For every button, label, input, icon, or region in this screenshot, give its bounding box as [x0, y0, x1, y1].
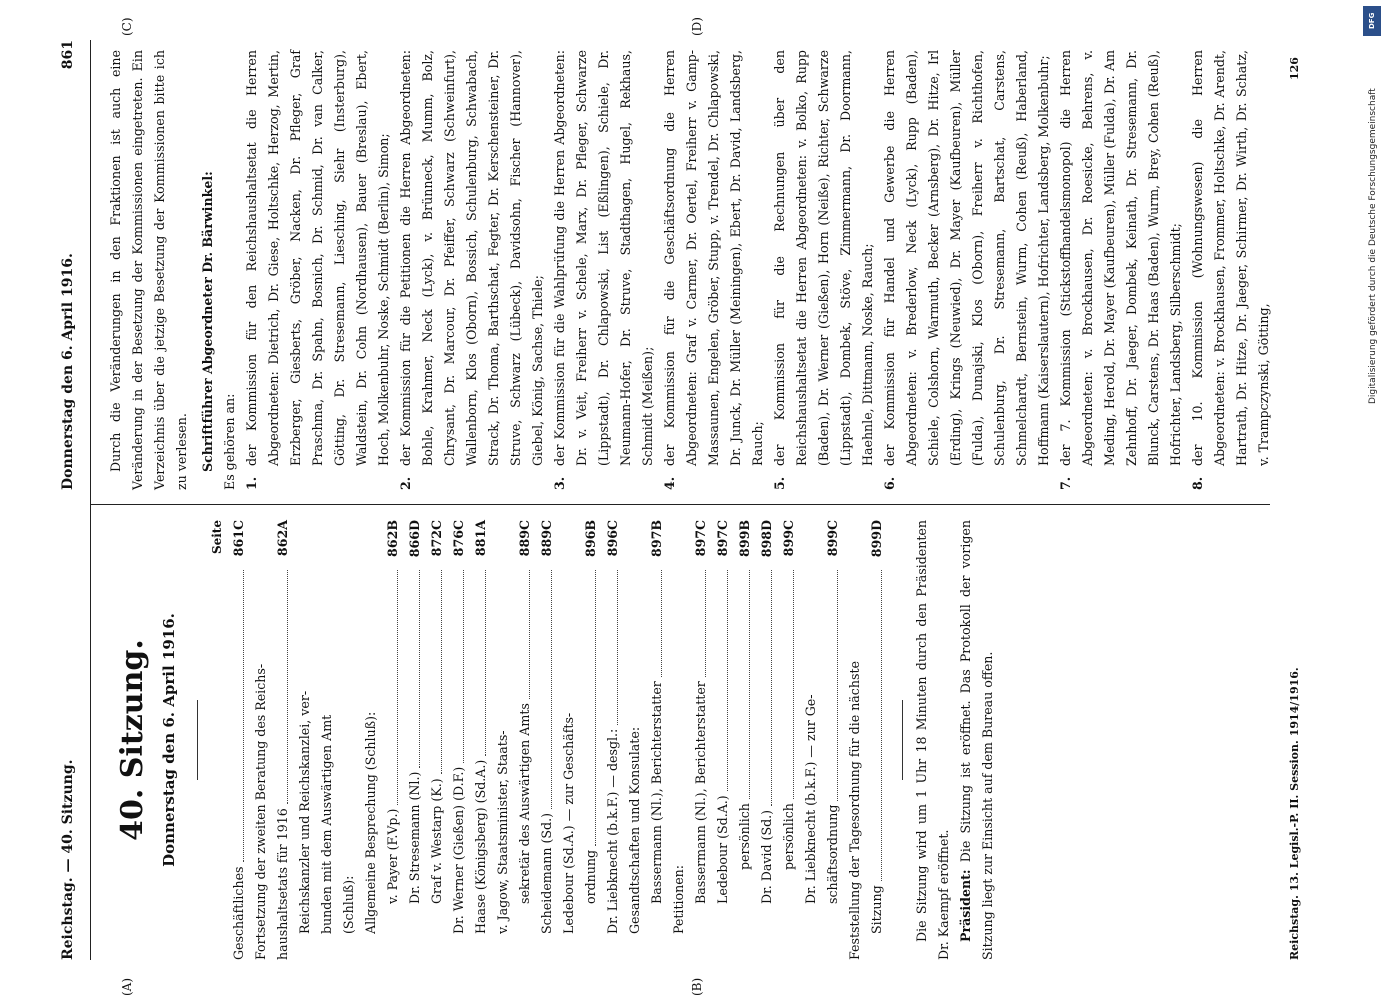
toc-entry-page: 881A: [473, 520, 488, 557]
toc-entry-page: 889C: [539, 520, 554, 557]
president-text: Die Sitzung ist eröffnet. Das Protokoll der vorigen Sitzung liegt zur Einsicht auf dem Bureau offen.: [958, 520, 995, 960]
toc-entry-text: Graf v. Westarp (K.): [429, 778, 444, 904]
toc-leader-dots: [485, 570, 486, 756]
toc-leader-dots: [705, 570, 706, 677]
commission-number: 2.: [398, 476, 413, 490]
title-rule: [197, 700, 198, 780]
toc-leader-dots: [793, 570, 794, 799]
toc-entry-page: 876C: [451, 520, 466, 557]
toc-entry-page: 862B: [385, 520, 400, 557]
commission-item: [659, 50, 769, 490]
toc-entry-text: Feststellung der Tagesordnung für die nächste: [847, 661, 862, 960]
toc-leader-dots: [617, 570, 618, 725]
toc-entry: [360, 520, 382, 960]
commission-list: [241, 50, 1275, 490]
toc-entry-text: Petitionen:: [671, 864, 686, 934]
header-left: Reichstag. — 40. Sitzung.: [60, 759, 76, 960]
commission-item: [549, 50, 659, 490]
toc-entry: [646, 520, 668, 960]
toc-entry-text: Dr. Werner (Gießen) (D.F.): [451, 766, 466, 934]
toc-entry: [558, 520, 580, 960]
footer-left: Reichstag. 13. Legisl.-P. II. Session. 1914/1916.: [1288, 667, 1301, 960]
toc-entry-page: 897C: [715, 520, 730, 557]
right-column: [105, 50, 1275, 490]
toc-entry: [272, 520, 294, 960]
toc-entry-text: Gesandtschaften und Konsulate:: [627, 726, 642, 934]
toc-leader-dots: [837, 570, 838, 801]
secretary-line: Es gehören an:: [222, 393, 237, 490]
toc-entry-text: (Schluß):: [341, 875, 356, 934]
toc-entry: [668, 520, 690, 960]
toc-entry-text: ordnung: [583, 849, 598, 904]
footer-right: 126: [1288, 57, 1301, 80]
page-number: 861: [60, 40, 76, 70]
president-label: Präsident:: [958, 869, 973, 942]
toc-entry-page: 898D: [759, 520, 774, 558]
commission-text: der Kommission für Handel und Gewerbe die Herren Abgeordneten: v. Brederlow, Neck (Lyck), Rupp (Baden), Schiele, Colshorn, Warmuth, Becker (Arnsberg), Dr. Hitze, Irl (Erding), Krings (Neuwied), Dr. Mayer (Kaufbeuren), Müller (Fulda), Dunajski, Klos (Oborn), Freiherr v. Richthofen, Schulenburg, Dr. Stresemann, Bartschat, Carstens, Schmelchardt, Bernstein, Wurm, Cohen (Reuß), Haberland, Hoffmann (Kaiserslautern), Hofrichter, Landsberg, Molkenbuhr;: [882, 50, 1051, 466]
toc-leader-dots: [881, 570, 882, 881]
toc-entry-text: Geschäftliches: [231, 866, 246, 960]
margin-mark-b: (B): [690, 977, 704, 996]
commission-item: [1055, 50, 1187, 490]
toc-entry-text: Reichskanzler und Reichskanzlei, ver-: [297, 690, 312, 934]
commission-number: 6.: [882, 476, 897, 490]
toc-entry: [844, 520, 866, 960]
session-date: Donnerstag den 6. April 1916.: [160, 613, 178, 867]
toc-entry-text: Sitzung: [869, 885, 884, 934]
commission-text: der Kommission für den Reichshaushaltsetat die Herren Abgeordneten: Dietrich, Dr. Giese, Holtschke, Herzog, Mertin, Erzberger, Giesberts, Gröber, Nacken, Dr. Pfleger, Graf Praschma, Dr. Spahn, Bosnich, Dr. Schmid, Dr. van Calker, Götting, Dr. Stresemann, Liesching, Siehr (Insterburg), Waldstein, Dr. Cohn (Nordhausen), Bauer (Breslau), Ebert, Hoch, Molkenbuhr, Noske, Schmidt (Berlin), Simon;: [244, 50, 391, 466]
toc-entry: [690, 520, 712, 960]
commission-item: [769, 50, 879, 490]
toc-leader-dots: [441, 570, 442, 774]
toc-entry-text: bunden mit dem Auswärtigen Amt: [319, 714, 334, 934]
toc-entry: [866, 520, 888, 960]
header-center: Donnerstag den 6. April 1916.: [60, 253, 76, 490]
toc-leader-dots: [749, 570, 750, 799]
toc-entry-page: 899D: [869, 520, 884, 558]
toc-entry-text: schäftsordnung: [825, 804, 840, 904]
toc-entry-text: Dr. David (Sd.): [759, 809, 774, 904]
commission-number: 8.: [1190, 476, 1205, 490]
toc-entry-page: 896B: [583, 520, 598, 557]
session-title: 40. Sitzung.: [115, 639, 150, 841]
toc-entry: [228, 520, 250, 960]
toc-entry-text: Bassermann (Nl.), Berichterstatter: [649, 681, 664, 904]
toc-entry-page: 889C: [517, 520, 532, 557]
commission-text: der Kommission für die Petitionen die Herren Abgeordneten: Bohle, Krahmer, Neck (Lyck), v. Brünneck, Mumm, Bolz, Chrysant, Dr. Marcour, Dr. Pfeiffer, Schwarz (Schweinfurt), Wallenborn, Klos (Oborn), Bossich, Schulenburg, Schwabach, Strack, Dr. Thoma, Barthschat, Fegter, Dr. Kerschensteiner, Dr. Struve, Schwarz (Lübeck), Davidsohn, Fischer (Hannover), Giebel, König, Sachse, Thiele;: [398, 50, 545, 466]
toc-entry: [778, 520, 800, 960]
running-header: [50, 40, 90, 960]
toc-rule: [902, 700, 903, 780]
toc-entry: [536, 520, 558, 960]
toc-entry: [800, 520, 822, 960]
commission-number: 4.: [662, 476, 677, 490]
dfg-logo: DFG: [1363, 6, 1381, 36]
commission-item: [1187, 50, 1275, 490]
toc-entry-text: Scheidemann (Sd.): [539, 813, 554, 934]
toc-entry-text: Allgemeine Besprechung (Schluß):: [363, 711, 378, 934]
toc-entry: [294, 520, 316, 960]
secretary-label: Schriftführer Abgeordneter Dr. Bärwinkel:: [200, 171, 215, 472]
margin-mark-a: (A): [120, 977, 134, 996]
toc-leader-dots: [551, 570, 552, 809]
toc-entry-page: 899C: [825, 520, 840, 557]
toc-entry: [250, 520, 272, 960]
document-page: [50, 17, 1340, 996]
commission-number: 1.: [244, 476, 259, 490]
toc-entry: [448, 520, 470, 960]
toc-leader-dots: [397, 570, 398, 805]
toc-entry-text: Dr. Liebknecht (b.k.F.) — desgl.:: [605, 728, 620, 934]
header-rule: [90, 40, 91, 960]
commission-number: 7.: [1058, 476, 1073, 490]
toc-leader-dots: [243, 570, 244, 862]
toc-entry-text: persönlich: [781, 803, 796, 870]
toc-leader-dots: [661, 570, 662, 677]
toc-entry: [338, 520, 360, 960]
toc-leader-dots: [287, 570, 288, 804]
toc-leader-dots: [529, 570, 530, 699]
toc-entry: [580, 520, 602, 960]
toc-entry: [514, 520, 536, 960]
left-column: [105, 520, 999, 960]
toc-entry-text: sekretär des Auswärtigen Amts: [517, 703, 532, 904]
seite-label: Seite: [210, 520, 224, 555]
toc-entry-text: Dr. Liebknecht (b.k.F.) — zur Ge-: [803, 694, 818, 904]
intro-paragraph: Durch die Veränderungen in den Fraktionen ist auch eine Veränderung in der Besetzung der Kommissionen eingetreten. Ein Verzeichnis über die jetzige Besetzung der Kommissionen bitte ich zu verlesen.: [108, 50, 189, 490]
toc-leader-dots: [595, 570, 596, 846]
toc-leader-dots: [463, 570, 464, 763]
toc-entry-page: 899C: [781, 520, 796, 557]
toc-entry-text: v. Payer (F.Vp.): [385, 808, 400, 904]
commission-text: der Kommission für die Wahlprüfung die Herren Abgeordneten: Dr. v. Veit, Freiherr v. Schele, Marx, Dr. Pfleger, Schwarze (Lippstadt), Dr. Chlapowski, List (Eßlingen), Schiele, Dr. Neumann-Hofer, Dr. Struve, Stadthagen, Hugel, Rekhaus, Schmidt (Meißen);: [552, 50, 655, 466]
toc-entry: [316, 520, 338, 960]
toc-entry: [382, 520, 404, 960]
toc-entry-text: v. Jagow, Staatsminister, Staats-: [495, 730, 510, 934]
commission-item: [879, 50, 1055, 490]
commission-text: der 10. Kommission (Wohnungswesen) die Herren Abgeordneten: v. Brockhausen, Frommer, Holtschke, Dr. Arendt, Hartrath, Dr. Hitze, Dr. Jaeger, Schirmer, Dr. Wirth, Dr. Schatz, v. Trampczynski, Götting,: [1190, 50, 1271, 466]
toc-entry-text: Ledebour (Sd.A.): [715, 795, 730, 904]
commission-number: 5.: [772, 476, 787, 490]
toc-entry-page: 899B: [737, 520, 752, 557]
toc-entry-page: 862A: [275, 520, 290, 557]
toc-leader-dots: [419, 570, 420, 768]
toc-entry-text: Haase (Königsberg) (Sd.A.): [473, 759, 488, 934]
toc-entry-text: Fortsetzung der zweiten Beratung des Reichs-: [253, 663, 268, 960]
toc-entry-page: 861C: [231, 520, 246, 557]
opening-paragraph: Die Sitzung wird um 1 Uhr 18 Minuten durch den Präsidenten Dr. Kaempf eröffnet.: [914, 520, 951, 960]
toc-entry: [624, 520, 646, 960]
scan-credit: Digitalisierung gefördert durch die Deutsche Forschungsgemeinschaft: [1368, 88, 1378, 404]
toc-entry-text: haushaltsetats für 1916: [275, 808, 290, 960]
toc-leader-dots: [727, 570, 728, 791]
toc-entry-text: Dr. Stresemann (Nl.): [407, 771, 422, 904]
secretary-paragraph: [197, 50, 219, 490]
commission-number: 3.: [552, 476, 567, 490]
toc-entry-page: 897B: [649, 520, 664, 557]
commission-item: [395, 50, 549, 490]
toc-entry-text: persönlich: [737, 803, 752, 870]
toc-entry: [712, 520, 734, 960]
commission-text: der Kommission für die Geschäftsordnung die Herren Abgeordneten: Graf v. Carmer, Dr. Oertel, Freiherr v. Gamp-Massaunen, Engelen, Gröber, Stupp, v. Trendel, Dr. Chlapowski, Dr. Junck, Dr. Müller (Meiningen), Ebert, Dr. David, Landsberg, Rauch;: [662, 50, 765, 466]
toc-entry-text: Bassermann (Nl.), Berichterstatter: [693, 681, 708, 904]
commission-text: der Kommission für die Rechnungen über den Reichshaushaltsetat die Herren Abgeordneten: v. Bolko, Rupp (Baden), Dr. Werner (Gießen), Horn (Neiße), Richter, Schwarze (Lippstadt), Dombek, Stöve, Zimmermann, Dr. Doormann, Haehnle, Dittmann, Noske, Rauch;: [772, 50, 875, 466]
commission-item: [241, 50, 395, 490]
margin-mark-d: (D): [690, 17, 704, 36]
toc-entry: [492, 520, 514, 960]
toc-entry: [470, 520, 492, 960]
toc-entry: [602, 520, 624, 960]
margin-mark-c: (C): [120, 17, 134, 36]
toc-entry: [822, 520, 844, 960]
toc-entry-page: 897C: [693, 520, 708, 557]
toc-entry-text: Ledebour (Sd.A.) — zur Geschäfts-: [561, 712, 576, 934]
toc-entry-page: 866D: [407, 520, 422, 558]
toc-entry-page: 872C: [429, 520, 444, 557]
toc-leader-dots: [771, 570, 772, 806]
toc-entry: [404, 520, 426, 960]
column-rule: [90, 504, 1270, 505]
toc-entry: [734, 520, 756, 960]
president-paragraph: [955, 520, 999, 960]
toc-entry: [756, 520, 778, 960]
toc-entry-page: 896C: [605, 520, 620, 557]
toc-entry: [426, 520, 448, 960]
commission-text: der 7. Kommission (Stickstoffhandelsmonopol) die Herren Abgeordneten: v. Brockhausen, Dr. Roesicke, Behrens, v. Meding, Herold, Dr. Mayer (Kaufbeuren), Müller (Fulda), Dr. Am Zehnhoff, Dr. Jaeger, Dombek, Keinath, Dr. Stresemann, Dr. Blunck, Carstens, Dr. Haas (Baden), Wurm, Brey, Cohen (Reuß), Hofrichter, Landsberg, Silberschmidt;: [1058, 50, 1183, 466]
table-of-contents: [228, 520, 888, 960]
